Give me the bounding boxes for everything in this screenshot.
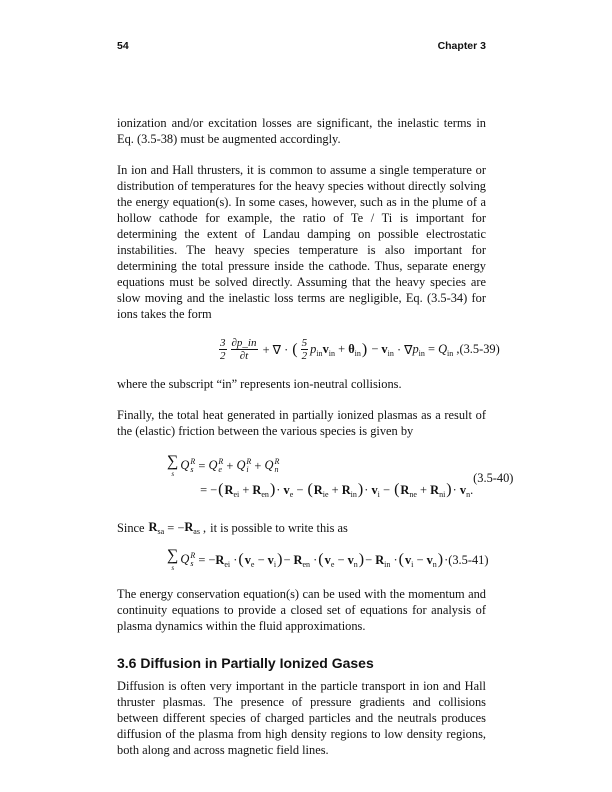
subscript: e bbox=[218, 465, 222, 475]
subscript: s bbox=[190, 465, 194, 475]
eq-symbol bbox=[348, 342, 361, 357]
eq-symbol bbox=[348, 553, 358, 568]
eq-symbol bbox=[180, 552, 195, 568]
eq-symbol bbox=[430, 483, 445, 498]
symbol: v bbox=[347, 552, 354, 567]
eq-symbol bbox=[371, 483, 379, 498]
paragraph: The energy conservation equation(s) can be used with the momentum and continuity equations to provide a closed set of equations for analysis of plasma dynamics within the fluid approximations. bbox=[117, 587, 486, 633]
eq-text: = − bbox=[195, 552, 216, 567]
parenthesis: ( bbox=[307, 481, 313, 498]
parenthesis: ) bbox=[358, 551, 365, 568]
equation-row bbox=[117, 547, 489, 572]
sum-index: s bbox=[171, 564, 175, 572]
symbol: R bbox=[148, 520, 158, 534]
subscript: s bbox=[190, 559, 194, 569]
parenthesis: ) bbox=[446, 481, 452, 498]
eq-symbol bbox=[208, 458, 223, 474]
subscript: in bbox=[328, 349, 335, 358]
paragraph: Finally, the total heat generated in partially ionized plasmas as a result of the (elastic) friction between the various species is given by bbox=[117, 408, 486, 438]
equation-line bbox=[149, 516, 207, 540]
eq-symbol bbox=[252, 483, 269, 498]
subscript: n bbox=[466, 489, 471, 499]
symbol: v bbox=[459, 482, 467, 497]
since-line bbox=[117, 516, 486, 540]
eq-text: = bbox=[424, 342, 439, 356]
eq-symbol bbox=[375, 553, 390, 568]
eq-symbol bbox=[149, 519, 165, 537]
symbol: v bbox=[244, 552, 251, 567]
subscript: in bbox=[418, 349, 425, 358]
page-number: 54 bbox=[117, 40, 129, 52]
equation-line bbox=[197, 478, 473, 502]
fraction-numerator: ∂p_in bbox=[231, 337, 257, 349]
symbol: v bbox=[267, 552, 274, 567]
eq-symbol bbox=[325, 553, 335, 568]
inline-equation bbox=[149, 516, 207, 540]
symbol: R bbox=[430, 482, 440, 497]
symbol: Q bbox=[236, 457, 246, 472]
eq-symbol bbox=[268, 553, 276, 568]
eq-symbol bbox=[225, 483, 240, 498]
eq-text: · bbox=[230, 552, 238, 567]
eq-symbol bbox=[284, 483, 294, 498]
subscript: i bbox=[377, 489, 380, 499]
fraction-denominator: ∂t bbox=[239, 350, 249, 362]
eq-text: − bbox=[254, 552, 268, 567]
eq-text: − bbox=[365, 552, 376, 567]
sum-index: s bbox=[171, 470, 175, 478]
subscript: ne bbox=[409, 489, 417, 499]
eq-text: − bbox=[283, 552, 294, 567]
paragraph: where the subscript “in” represents ion-neutral collisions. bbox=[117, 377, 402, 391]
superscript: R bbox=[190, 551, 196, 561]
symbol: R bbox=[224, 482, 234, 497]
subscript: i bbox=[246, 465, 249, 475]
eq-text: + bbox=[335, 342, 349, 356]
eq-symbol bbox=[245, 553, 255, 568]
symbol: p bbox=[310, 342, 317, 356]
eq-text: · bbox=[310, 552, 318, 567]
symbol: R bbox=[375, 552, 385, 567]
eq-text: − bbox=[368, 342, 382, 356]
fraction-numerator: 5 bbox=[301, 337, 308, 349]
symbol: Q bbox=[438, 342, 448, 356]
eq-symbol bbox=[314, 483, 329, 498]
eq-symbol bbox=[405, 553, 413, 568]
symbol: v bbox=[404, 552, 412, 567]
sum-sign-icon: ∑ bbox=[167, 453, 179, 470]
eq-text: − bbox=[293, 482, 307, 497]
parenthesis: ( bbox=[218, 481, 224, 498]
eq-text: · bbox=[390, 552, 398, 567]
text-column bbox=[117, 40, 514, 758]
eq-symbol bbox=[310, 342, 322, 357]
equation-3-5-41 bbox=[167, 548, 448, 572]
subscript: en bbox=[261, 489, 269, 499]
symbol: v bbox=[371, 482, 378, 497]
eq-text: + ∇ · bbox=[259, 342, 292, 357]
symbol: Q bbox=[180, 457, 190, 472]
eq-text: = − bbox=[197, 482, 218, 497]
subscript: as bbox=[193, 527, 200, 536]
eq-symbol bbox=[381, 342, 393, 357]
eq-symbol bbox=[323, 342, 335, 357]
symbol: v bbox=[324, 552, 331, 567]
subscript: i bbox=[411, 559, 414, 569]
symbol: R bbox=[293, 552, 303, 567]
eq-text: − bbox=[379, 482, 394, 497]
symbol: Q bbox=[264, 457, 274, 472]
subscript: i bbox=[273, 559, 277, 569]
subscript: ni bbox=[439, 489, 446, 499]
eq-symbol bbox=[412, 342, 424, 357]
subscript: in bbox=[350, 489, 357, 499]
symbol: Q bbox=[208, 457, 218, 472]
subscript: en bbox=[302, 559, 311, 569]
equation-row bbox=[117, 337, 500, 362]
fraction-denominator: 2 bbox=[301, 350, 308, 362]
parenthesis: ) bbox=[357, 481, 364, 498]
superscript: R bbox=[246, 457, 252, 467]
parenthesis: ) bbox=[269, 481, 276, 498]
eq-text: · bbox=[444, 552, 449, 567]
subscript: ei bbox=[224, 559, 231, 569]
eq-symbol bbox=[427, 553, 437, 568]
superscript: R bbox=[218, 457, 224, 467]
eq-text: = − bbox=[164, 521, 185, 535]
subscript: in bbox=[354, 349, 361, 358]
subscript: in bbox=[387, 349, 394, 358]
subscript: n bbox=[353, 559, 358, 569]
chapter-title: Chapter 3 bbox=[437, 40, 486, 52]
subscript: in bbox=[384, 559, 391, 569]
eq-text: + bbox=[416, 482, 431, 497]
subscript: in bbox=[447, 349, 454, 358]
symbol: v bbox=[426, 552, 433, 567]
symbol: R bbox=[341, 482, 351, 497]
parenthesis: ( bbox=[398, 551, 404, 568]
equation-3-5-40 bbox=[167, 454, 473, 502]
subscript: n bbox=[432, 559, 437, 569]
eq-symbol bbox=[265, 458, 280, 474]
subscript: e bbox=[250, 559, 255, 569]
since-text: it is possible to write this as bbox=[210, 521, 348, 535]
parenthesis: ( bbox=[394, 481, 400, 498]
summation bbox=[167, 548, 178, 572]
eq-text: , bbox=[199, 521, 207, 535]
symbol: R bbox=[252, 482, 262, 497]
eq-text: . bbox=[470, 482, 474, 497]
equation-label: (3.5-39) bbox=[459, 342, 500, 356]
symbol: p bbox=[412, 342, 419, 356]
equation-line bbox=[167, 548, 448, 572]
subscript: n bbox=[274, 465, 279, 475]
eq-symbol bbox=[438, 342, 453, 357]
section-heading: 3.6 Diffusion in Partially Ionized Gases bbox=[117, 655, 374, 671]
paragraph: Diffusion is often very important in the particle transport in ion and Hall thruster plasmas. The presence of pressure gradients and collisions between different species of charged particles and the neutrals produces diffusion of the plasma from high density regions to low density regions, both along and across magnetic field lines. bbox=[117, 679, 486, 757]
eq-text: , bbox=[453, 342, 460, 356]
paragraph: ionization and/or excitation losses are significant, the inelastic terms in Eq. (3.5-38) must be augmented accordingly. bbox=[117, 116, 486, 146]
superscript: R bbox=[274, 457, 280, 467]
eq-symbol bbox=[342, 483, 357, 498]
eq-symbol bbox=[180, 458, 195, 474]
parenthesis: ( bbox=[292, 340, 298, 358]
parenthesis: ( bbox=[238, 551, 244, 568]
fraction-denominator: 2 bbox=[220, 350, 226, 362]
fraction-numerator: 3 bbox=[220, 337, 226, 349]
fraction bbox=[219, 337, 227, 362]
subscript: ei bbox=[233, 489, 240, 499]
symbol: R bbox=[215, 552, 225, 567]
equation-3-5-39 bbox=[217, 337, 459, 362]
eq-text: · ∇ bbox=[393, 342, 413, 357]
eq-text: + bbox=[328, 482, 342, 497]
subscript: e bbox=[330, 559, 335, 569]
subscript: sa bbox=[157, 527, 165, 536]
eq-text: + bbox=[251, 458, 265, 473]
eq-symbol bbox=[215, 553, 230, 568]
symbol: θ bbox=[348, 342, 355, 356]
eq-text: · bbox=[276, 482, 284, 497]
eq-symbol bbox=[184, 519, 200, 537]
symbol: v bbox=[283, 482, 290, 497]
fraction bbox=[231, 337, 258, 362]
symbol: R bbox=[184, 520, 194, 534]
parenthesis: ) bbox=[361, 340, 368, 358]
subscript: in bbox=[316, 349, 323, 358]
subscript: ie bbox=[322, 489, 329, 499]
eq-symbol bbox=[236, 458, 251, 474]
equation-row bbox=[117, 453, 514, 502]
parenthesis: ( bbox=[318, 551, 324, 568]
equation-label: (3.5-41) bbox=[448, 552, 489, 567]
eq-symbol bbox=[460, 483, 470, 498]
eq-text: · bbox=[452, 482, 460, 497]
paragraph: In ion and Hall thrusters, it is common to assume a single temperature or distribution of temperatures for the heavy species without directly solving the energy equation(s). In some cases, however, such as in the plume of a hollow cathode for example, the ratio of Te / Ti is important for determining the extent of Landau damping on possible electrostatic instabilities. The heavy species temperature is also important for determining the total pressure inside the cathode. Thus, separate energy equations must be solved directly. Assuming that the heavy species are slow moving and the inelastic loss terms are negligible, Eq. (3.5-34) for ions takes the form bbox=[117, 163, 486, 321]
symbol: Q bbox=[180, 551, 190, 566]
summation bbox=[167, 454, 178, 478]
parenthesis: ) bbox=[437, 551, 444, 568]
eq-text: · bbox=[364, 482, 372, 497]
eq-text: + bbox=[239, 482, 253, 497]
eq-text: + bbox=[223, 458, 237, 473]
parenthesis: ) bbox=[277, 551, 283, 568]
symbol: R bbox=[313, 482, 323, 497]
superscript: R bbox=[190, 457, 196, 467]
equation-line bbox=[217, 337, 459, 362]
equation-label: (3.5-40) bbox=[473, 470, 514, 485]
subscript: e bbox=[289, 489, 294, 499]
since-prefix: Since bbox=[117, 521, 145, 535]
eq-text: − bbox=[334, 552, 348, 567]
fraction bbox=[301, 337, 309, 362]
eq-text: − bbox=[413, 552, 427, 567]
sum-sign-icon: ∑ bbox=[167, 547, 179, 564]
symbol: v bbox=[322, 342, 329, 356]
symbol: v bbox=[381, 342, 388, 356]
eq-symbol bbox=[294, 553, 311, 568]
running-header bbox=[117, 40, 486, 53]
symbol: R bbox=[400, 482, 410, 497]
equation-line bbox=[167, 454, 279, 478]
eq-text: = bbox=[195, 458, 209, 473]
eq-symbol bbox=[400, 483, 417, 498]
